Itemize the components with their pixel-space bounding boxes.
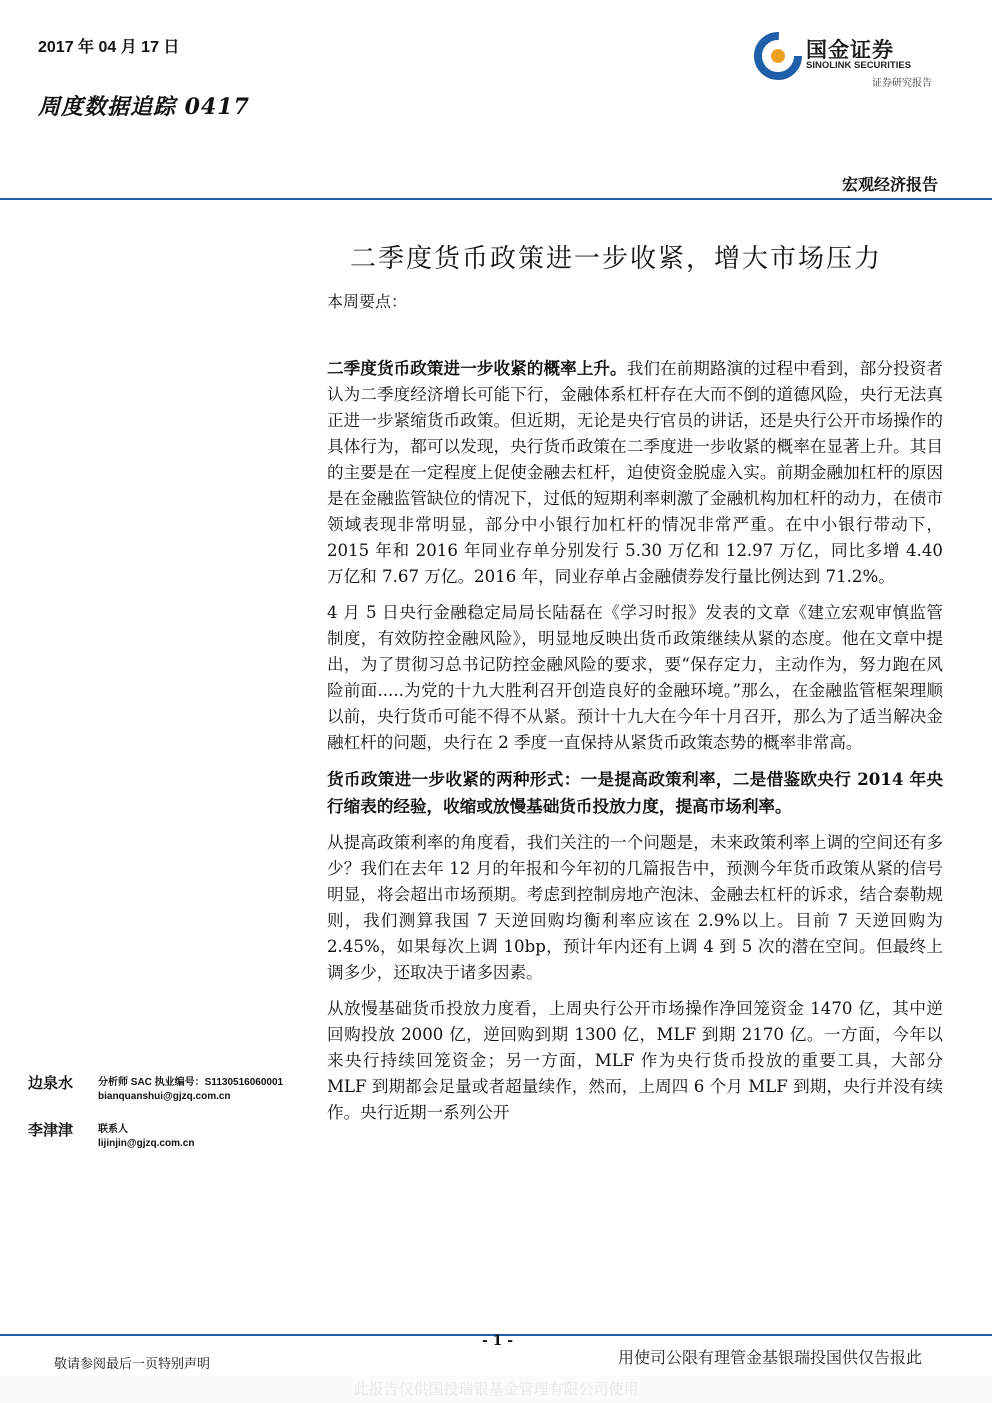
analyst-email[interactable]: lijinjin@gjzq.com.cn bbox=[98, 1138, 195, 1149]
analyst-name: 李津津 bbox=[28, 1121, 74, 1139]
disclaimer: 敬请参阅最后一页特别声明 bbox=[54, 1357, 211, 1372]
page-number: - 1 - bbox=[482, 1333, 514, 1349]
sinolink-logo-icon bbox=[754, 32, 802, 80]
sinolink-logo bbox=[754, 30, 954, 90]
analyst-email[interactable]: bianquanshui@gjzq.com.cn bbox=[98, 1091, 231, 1102]
logo-subtitle: 证券研究报告 bbox=[872, 78, 932, 89]
paragraph-lead: 货币政策进一步收紧的两种形式：一是提高政策利率，二是借鉴欧央行 2014 年央行缩表的经验，收缩或放慢基础货币投放力度，提高市场利率。 bbox=[327, 769, 943, 816]
logo-name: 国金证券 bbox=[806, 39, 894, 62]
paragraph bbox=[327, 830, 943, 986]
paragraph bbox=[327, 600, 943, 756]
header-divider bbox=[0, 198, 992, 200]
paragraph-lead: 二季度货币政策进一步收紧的概率上升。 bbox=[327, 358, 627, 378]
analyst-credential: 分析师 SAC 执业编号：S1130516060001 bbox=[98, 1077, 284, 1088]
paragraph-text: 4 月 5 日央行金融稳定局局长陆磊在《学习时报》发表的文章《建立宏观审慎监管制度，有效防控金融风险》，明显地反映出货币政策继续从紧的态度。他在文章中提出，为了贯彻习总书记防控金融风险的要求，要“保存定力，主动作为，努力跑在风险前面.....为党的十九大胜利召开创造良好的金融环境。”那么，在金融监管框架理顺以前，央行货币可能不得不从紧。预计十九大在今年十月召开，那么为了适当解决金融杠杆的问题，央行在 2 季度一直保持从紧货币政策态势的概率非常高。 bbox=[327, 603, 943, 752]
paragraph bbox=[327, 766, 943, 820]
summary-label: 本周要点： bbox=[327, 292, 408, 311]
headline: 二季度货币政策进一步收紧，增大市场压力 bbox=[350, 244, 883, 274]
logo-english-name: SINOLINK SECURITIES bbox=[806, 60, 912, 71]
paragraph bbox=[327, 996, 943, 1126]
watermark-bottom: 此报告仅供国投瑞银基金管理有限公司使用 bbox=[0, 1376, 992, 1403]
paragraph bbox=[327, 355, 943, 590]
report-series-title: 周度数据追踪 0417 bbox=[38, 94, 250, 120]
watermark-right: 用使司公限有理管金基银瑞投国供仅告报此 bbox=[618, 1350, 923, 1367]
paragraph-text: 我们在前期路演的过程中看到，部分投资者认为二季度经济增长可能下行，金融体系杠杆存在大而不倒的道德风险，央行无法真正进一步紧缩货币政策。但近期，无论是央行官员的讲话，还是央行公开市场操作的具体行为，都可以发现，央行货币政策在二季度进一步收紧的概率在显著上升。其目的主要是在一定程度上促使金融去杠杆，迫使资金脱虚入实。前期金融加杠杆的原因是在金融监管缺位的情况下，过低的短期利率刺激了金融机构加杠杆的动力，在债市领域表现非常明显，部分中小银行加杠杆的情况非常严重。在中小银行带动下，2015 年和 2016 年同业存单分别发行 5.30 万亿和 12.97 万亿，同比多增 4.40 万亿和 7.67 万亿。2016 年，同业存单占金融债券发行量比例达到 71.2%。 bbox=[327, 359, 943, 586]
paragraph-text: 从放慢基础货币投放力度看，上周央行公开市场操作净回笼资金 1470 亿，其中逆回购投放 2000 亿，逆回购到期 1300 亿，MLF 到期 2170 亿。一方面，今年以来央行持续回笼资金；另一方面，MLF 作为央行货币投放的重要工具，大部分 MLF 到期都会足量或者超量续作，然而，上周四 6 个月 MLF 到期，央行并没有续作。央行近期一系列公开 bbox=[327, 999, 943, 1122]
analyst-credential: 联系人 bbox=[98, 1124, 128, 1135]
report-body bbox=[327, 355, 943, 1136]
analyst-name: 边泉水 bbox=[28, 1074, 74, 1092]
paragraph-text: 从提高政策利率的角度看，我们关注的一个问题是，未来政策利率上调的空间还有多少？我们在去年 12 月的年报和今年初的几篇报告中，预测今年货币政策从紧的信号明显，将会超出市场预期。考虑到控制房地产泡沫、金融去杠杆的诉求，结合泰勒规则，我们测算我国 7 天逆回购均衡利率应该在 2.9%以上。目前 7 天逆回购为 2.45%，如果每次上调 10bp，预计年内还有上调 4 到 5 次的潜在空间。但最终上调多少，还取决于诸多因素。 bbox=[327, 833, 943, 982]
report-category: 宏观经济报告 bbox=[841, 175, 938, 194]
report-date: 2017 年 04 月 17 日 bbox=[38, 39, 180, 56]
